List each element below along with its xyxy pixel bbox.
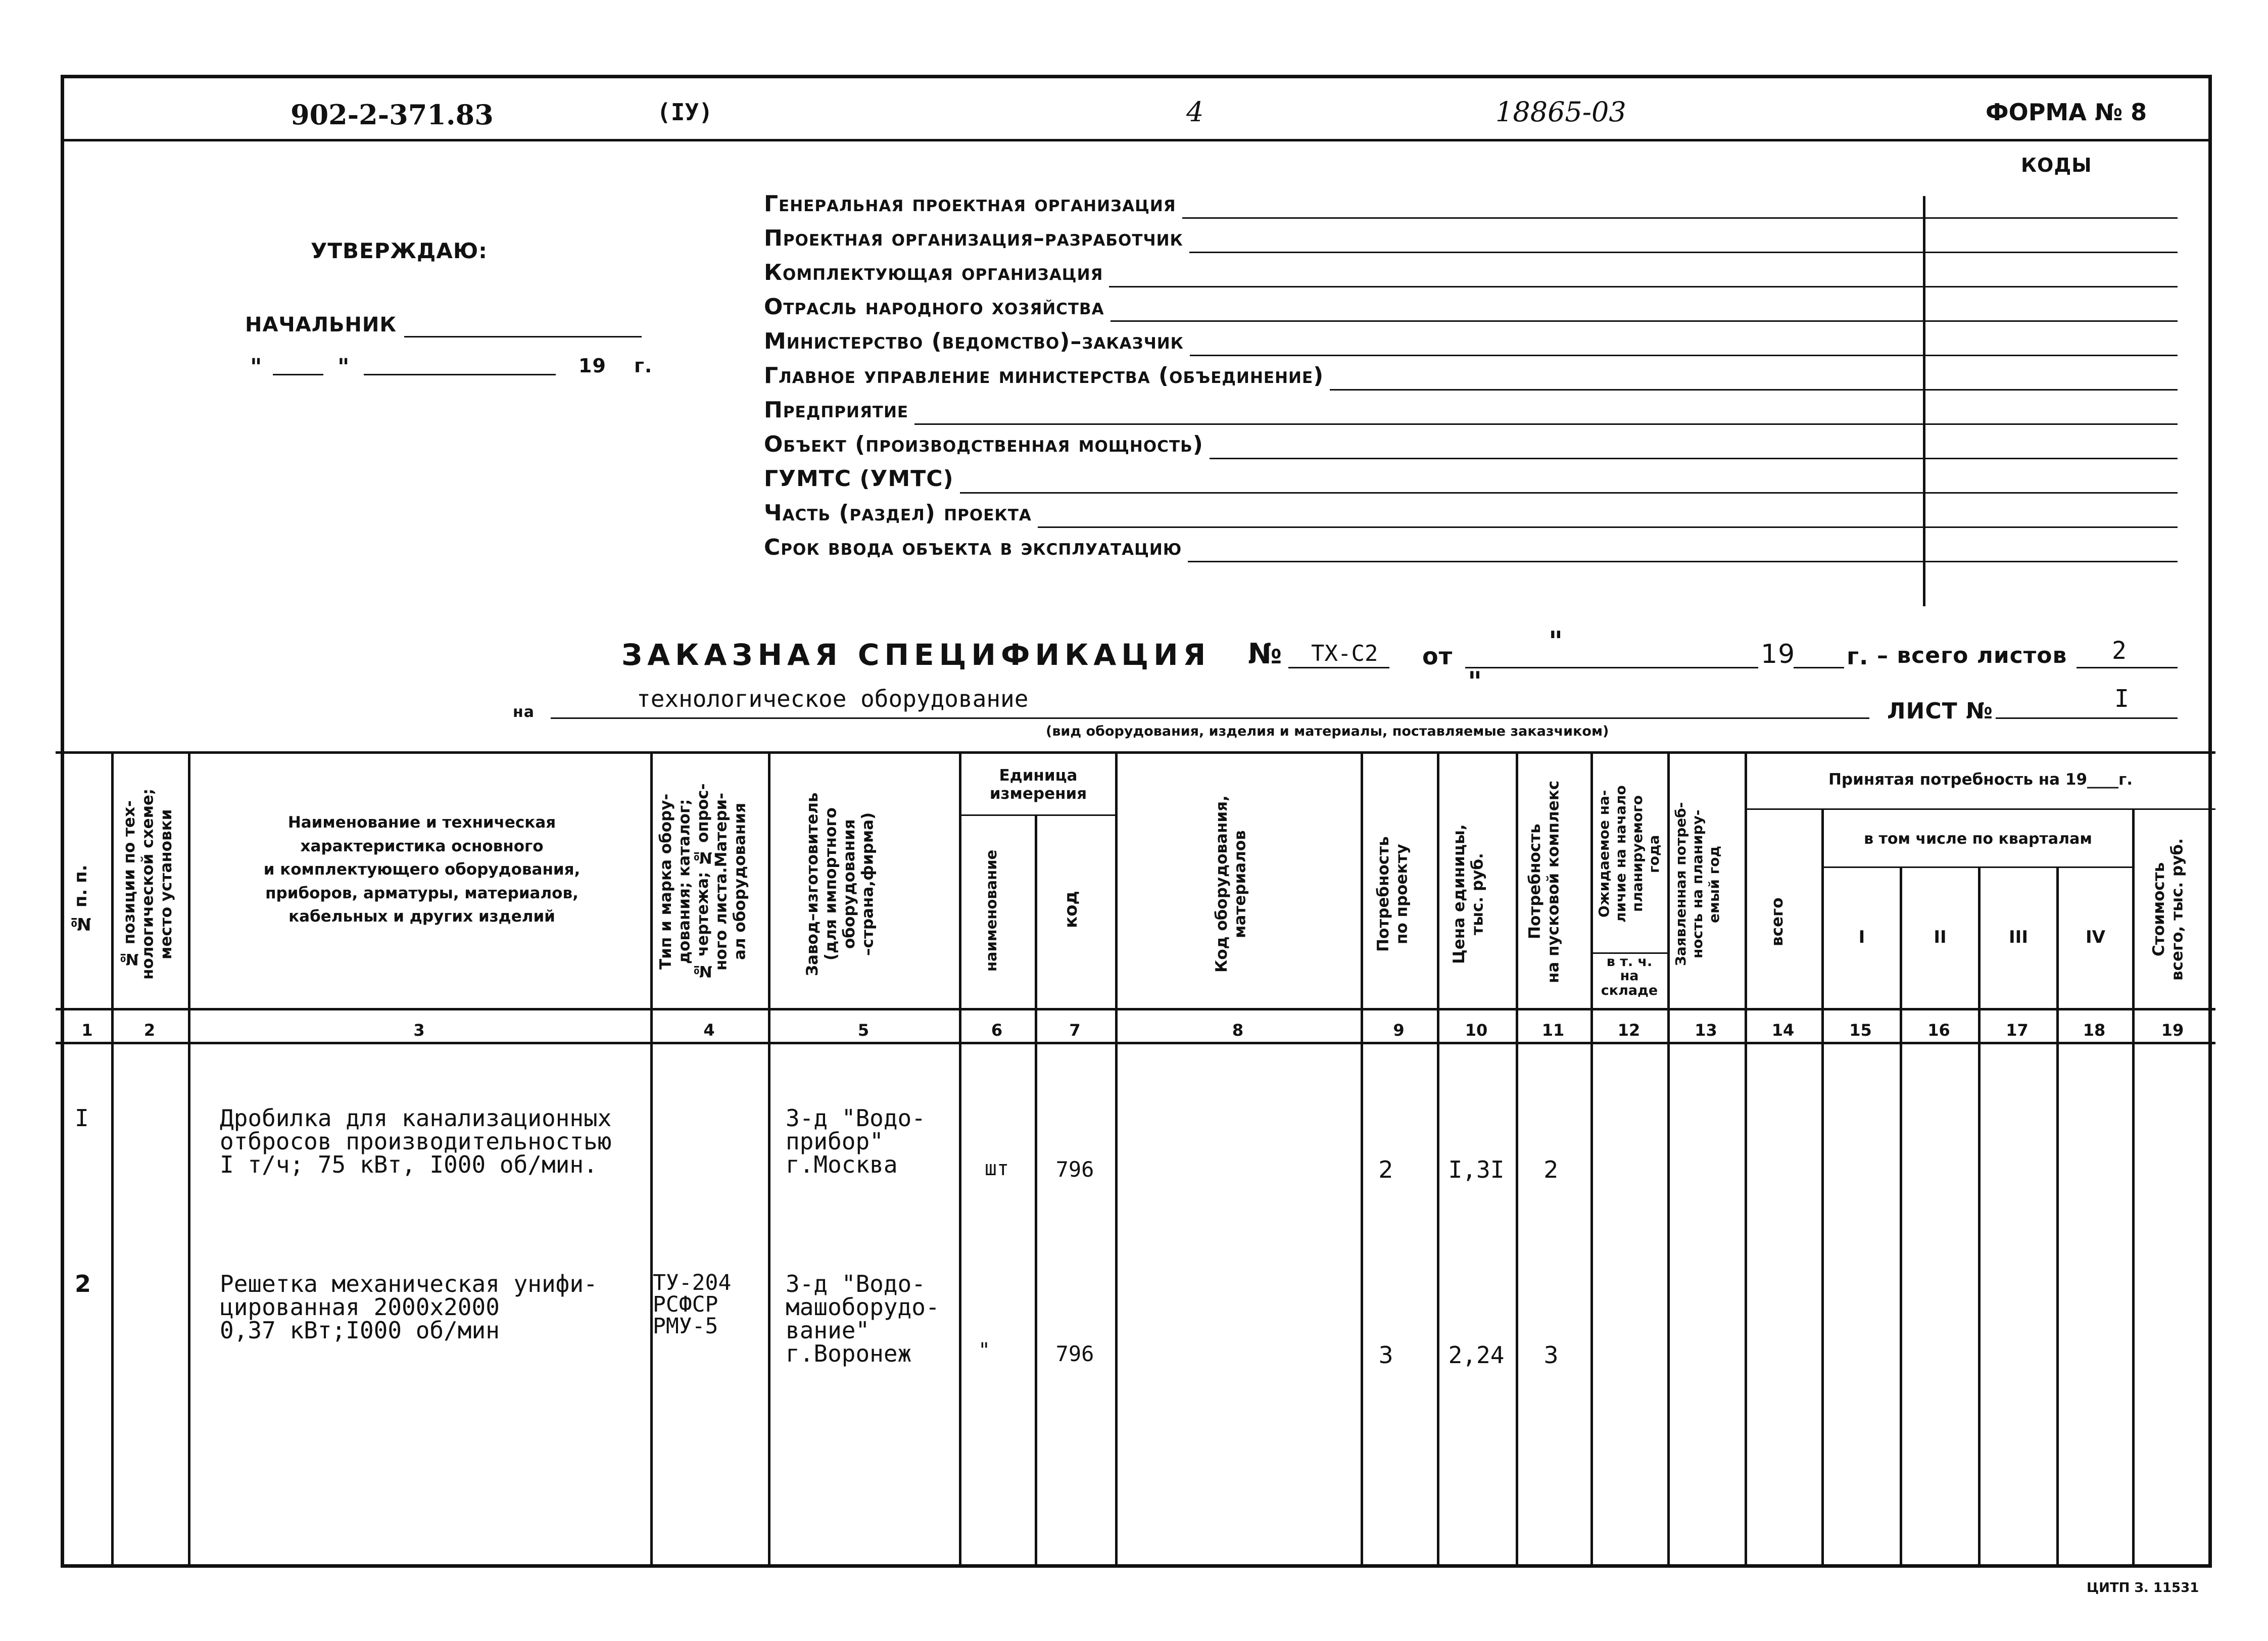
- org-field-line: [1210, 458, 2178, 459]
- col-header-10: Цена единицы, тыс. руб.: [1450, 824, 1487, 964]
- colnum-8: 8: [1232, 1021, 1244, 1040]
- colnum-5: 5: [857, 1021, 870, 1040]
- colnum-10: 10: [1465, 1021, 1488, 1040]
- org-field-line: [1109, 286, 2178, 287]
- org-field-label: Проектная организация–разработчик: [764, 225, 1183, 251]
- codes-divider: [1923, 196, 1925, 606]
- row-price: 2,24: [1448, 1341, 1505, 1369]
- row-unit: шт: [984, 1157, 1009, 1180]
- col-header-9: Потребность по проекту: [1374, 836, 1411, 952]
- colnum-16: 16: [1927, 1021, 1950, 1040]
- codes-label: КОДЫ: [2021, 154, 2092, 176]
- volume-label: (IУ): [657, 99, 713, 126]
- col-header-6: наименование: [983, 849, 1000, 972]
- spec-number-line: [1288, 667, 1389, 668]
- spec-subject: технологическое оборудование: [637, 685, 1029, 712]
- colnum-18: 18: [2083, 1021, 2106, 1040]
- org-field-line: [1111, 320, 2178, 322]
- table-header-bottom: [56, 1008, 2215, 1010]
- spec-year-suffix: г.: [1847, 643, 1869, 670]
- org-field-label: Комплектующая организация: [764, 260, 1103, 285]
- date-quote-open: ": [250, 354, 263, 380]
- col-header-2: № позиции по тех- нологической схеме; место установки: [120, 788, 176, 980]
- colnum-19: 19: [2161, 1021, 2184, 1040]
- col-header-7: код: [1061, 891, 1081, 928]
- org-field-label: Отрасль народного хозяйства: [764, 294, 1104, 320]
- org-field-line: [1330, 389, 2178, 391]
- org-field-label: Предприятие: [764, 397, 909, 423]
- col-header-11: Потребность на пусковой комплекс: [1526, 780, 1563, 983]
- col-line: [111, 751, 114, 1568]
- col-header-13: Заявленная потреб- ность на планиру- емый год: [1672, 802, 1723, 967]
- spec-total-sheets-value: 2: [2112, 637, 2127, 665]
- col-line: [2132, 808, 2135, 1568]
- colnum-2: 2: [143, 1021, 156, 1040]
- spec-year-prefix: 19: [1761, 639, 1796, 669]
- col-header-accepted-group: Принятая потребность на 19____г.: [1828, 770, 2133, 789]
- row-name: Решетка механическая унифи- цированная 2000х2000 0,37 кВт;I000 об/мин: [220, 1270, 598, 1344]
- spec-number-value: ТХ-С2: [1311, 641, 1378, 666]
- col-line: [1667, 751, 1670, 1568]
- row-maker: З-д "Водо- машоборудо- вание" г.Воронеж: [786, 1270, 940, 1367]
- row-code: 796: [1055, 1157, 1094, 1182]
- colnum-13: 13: [1695, 1021, 1717, 1040]
- org-field-line: [1190, 355, 2178, 356]
- spec-total-sheets-label: – всего листов: [1877, 643, 2067, 668]
- spec-sheet-label: ЛИСТ №: [1887, 698, 1993, 724]
- spec-subject-note: (вид оборудования, изделия и материалы, поставляемые заказчиком): [1046, 723, 1609, 739]
- col-header-16: II: [1934, 927, 1947, 947]
- accepted-group-divider: [1745, 808, 2215, 810]
- spec-date-line: [1465, 667, 1758, 668]
- col-header-unit-group: Единица измерения: [989, 766, 1087, 803]
- col-line: [768, 751, 770, 1568]
- org-field-line: [1188, 561, 2178, 562]
- col-line: [188, 751, 190, 1568]
- row-type: ТУ-204 РСФСР РМУ-5: [653, 1270, 732, 1339]
- org-field-label: ГУМТС (УМТС): [764, 466, 954, 492]
- form-label: ФОРМА № 8: [1986, 99, 2147, 126]
- org-field-line: [1189, 252, 2178, 253]
- col-line: [1745, 751, 1747, 1568]
- date-year-prefix: 19: [578, 355, 606, 377]
- org-field-line: [960, 492, 2178, 494]
- col-header-15: I: [1858, 927, 1865, 947]
- table-top-border: [56, 751, 2215, 754]
- col-line: [1115, 751, 1118, 1568]
- col-header-4: Тип и марка обору- дования; каталог; № чертежа; № опрос- ного листа.Матери- ал оборудования: [657, 783, 749, 980]
- date-day-line: [273, 374, 323, 375]
- spec-number-label: №: [1248, 638, 1283, 670]
- row-price: I,3I: [1448, 1156, 1505, 1183]
- col-header-5: Завод–изготовитель (для импортного оборудования –страна,фирма): [803, 792, 877, 976]
- quarters-group-divider: [1821, 866, 2132, 868]
- colnum-9: 9: [1393, 1021, 1405, 1040]
- approval-title: УТВЕРЖДАЮ:: [311, 238, 488, 263]
- row-code: 796: [1055, 1341, 1094, 1366]
- spec-sheet-value: I: [2114, 685, 2129, 713]
- spec-from-label: от: [1422, 643, 1453, 670]
- org-field-line: [1182, 217, 2178, 219]
- org-field-line: [914, 423, 2178, 425]
- org-field-label: Главное управление министерства (объединение): [764, 363, 1324, 389]
- col-header-3: Наименование и техническая характеристика основного и комплектующего оборудования, приборов, арматуры, материалов, кабельных и других изделий: [263, 813, 581, 926]
- row-num: I: [75, 1104, 89, 1132]
- org-field-label: Генеральная проектная организация: [764, 191, 1176, 217]
- row-launch: 3: [1543, 1341, 1559, 1369]
- org-field-label: Министерство (ведомство)–заказчик: [764, 328, 1184, 354]
- page-number: 4: [1186, 96, 1204, 128]
- col-header-14: всего: [1768, 897, 1787, 947]
- chief-label: НАЧАЛЬНИК: [245, 313, 397, 336]
- col-line: [650, 751, 653, 1568]
- col-header-12-sub: в т. ч. на складе: [1601, 954, 1658, 998]
- colnum-15: 15: [1849, 1021, 1872, 1040]
- col-header-quarters-group: в том числе по кварталам: [1864, 830, 2092, 848]
- col-header-17: III: [2009, 927, 2028, 947]
- col-line: [2056, 866, 2059, 1568]
- row-need: 3: [1378, 1341, 1393, 1369]
- col-header-19: Стоимость всего, тыс. руб.: [2150, 838, 2187, 981]
- col-header-8: Код оборудования, материалов: [1213, 795, 1249, 973]
- spec-year-line: [1794, 667, 1844, 668]
- spec-subject-line: [551, 717, 1869, 719]
- colnum-12: 12: [1617, 1021, 1640, 1040]
- colnum-6: 6: [991, 1021, 1003, 1040]
- col-line: [1035, 814, 1037, 1568]
- footer-stamp: ЦИТП З. 11531: [2087, 1580, 2199, 1596]
- date-quote-close: ": [337, 354, 350, 380]
- colnum-14: 14: [1771, 1021, 1795, 1040]
- spec-sheet-line: [1996, 717, 2178, 719]
- colnum-1: 1: [81, 1021, 93, 1040]
- archive-number: 18865-03: [1495, 96, 1626, 128]
- colnum-7: 7: [1069, 1021, 1081, 1040]
- date-month-line: [364, 374, 556, 375]
- org-field-line: [1038, 526, 2178, 528]
- spec-quote-2: ": [1468, 666, 1483, 698]
- col-line: [1590, 751, 1593, 1568]
- col-header-1: № п. п.: [71, 864, 91, 934]
- colnum-4: 4: [703, 1021, 715, 1040]
- col-line: [1821, 808, 1824, 1568]
- col-line: [1900, 866, 1902, 1568]
- unit-group-divider: [959, 814, 1115, 816]
- col-header-12: Ожидаемое на- личие на начало планируемого года: [1596, 785, 1663, 923]
- doc-number: 902-2-371.83: [291, 99, 494, 131]
- chief-signature-line: [404, 336, 642, 337]
- col-line: [1516, 751, 1518, 1568]
- row-maker: З-д "Водо- прибор" г.Москва: [786, 1104, 926, 1178]
- header-divider: [61, 139, 2212, 141]
- spec-title: ЗАКАЗНАЯ СПЕЦИФИКАЦИЯ: [621, 638, 1211, 672]
- spec-total-sheets-line: [2077, 667, 2178, 668]
- col-header-18: IV: [2086, 927, 2105, 947]
- org-field-label: Часть (раздел) проекта: [764, 500, 1032, 526]
- row-name: Дробилка для канализационных отбросов производительностью I т/ч; 75 кВт, I000 об/мин.: [220, 1104, 612, 1178]
- row-launch: 2: [1543, 1156, 1559, 1183]
- row-unit: ": [978, 1339, 991, 1362]
- spec-quote-1: ": [1549, 625, 1564, 657]
- spec-on-label: на: [513, 703, 535, 721]
- colnum-3: 3: [413, 1021, 425, 1040]
- col-line: [1978, 866, 1981, 1568]
- colnum-17: 17: [2006, 1021, 2029, 1040]
- row-need: 2: [1378, 1156, 1393, 1183]
- row-num: 2: [75, 1270, 91, 1297]
- org-field-label: Срок ввода объекта в эксплуатацию: [764, 535, 1182, 560]
- colnum-11: 11: [1541, 1021, 1565, 1040]
- org-field-label: Объект (производственная мощность): [764, 431, 1203, 457]
- date-year-suffix: г.: [634, 355, 653, 377]
